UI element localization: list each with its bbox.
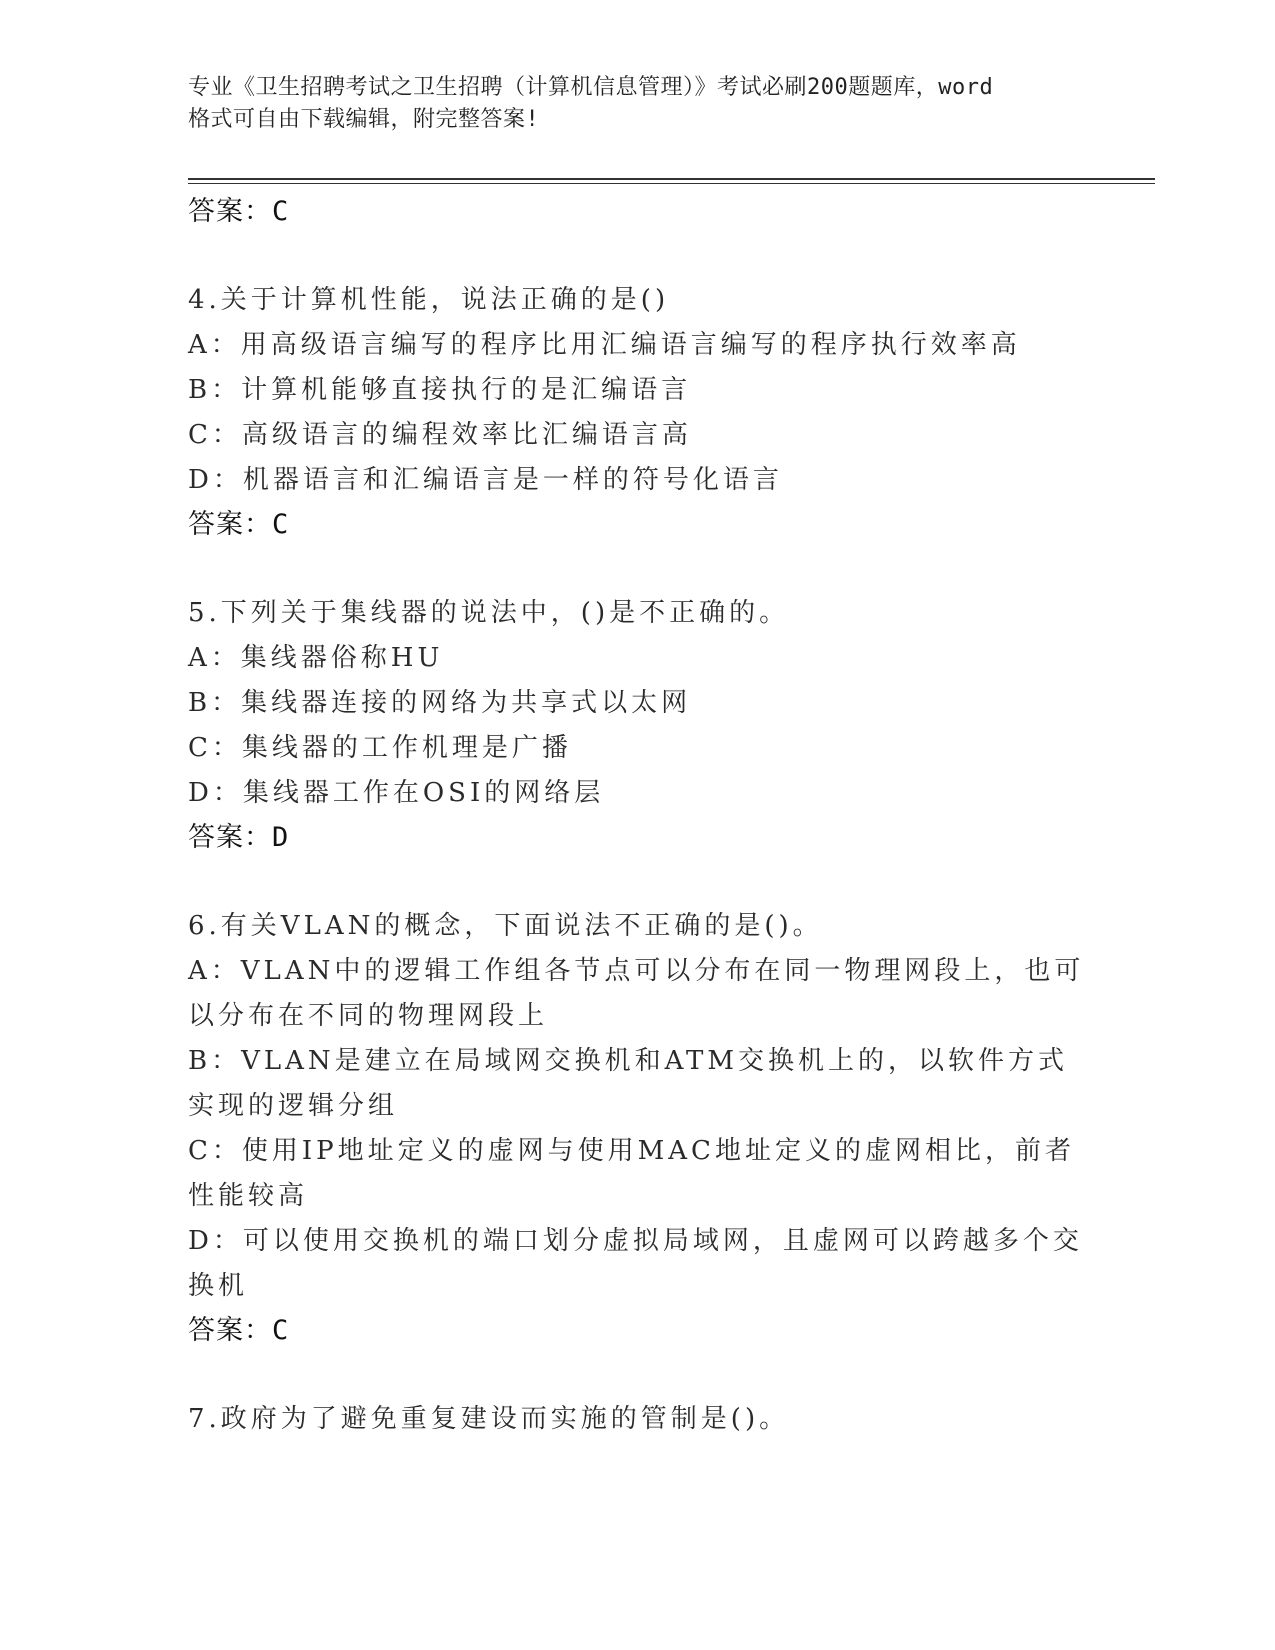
option-d: D：机器语言和汇编语言是一样的符号化语言 bbox=[188, 465, 783, 495]
question-stem: 7.政府为了避免重复建设而实施的管制是()。 bbox=[188, 1404, 790, 1434]
answer-label: 答案：C bbox=[188, 509, 290, 540]
header-line-2: 格式可自由下载编辑，附完整答案! bbox=[188, 107, 540, 132]
question-item bbox=[188, 591, 1088, 860]
question-list bbox=[188, 190, 1088, 1442]
option-a: A：VLAN中的逻辑工作组各节点可以分布在同一物理网段上，也可以分布在不同的物理网段上 bbox=[188, 956, 1085, 1031]
question-item bbox=[188, 1397, 1088, 1442]
header-line-1: 专业《卫生招聘考试之卫生招聘（计算机信息管理）》考试必刷200题题库，word bbox=[188, 75, 994, 100]
answer-label: 答案：C bbox=[188, 196, 290, 227]
question-stem: 5.下列关于集线器的说法中，()是不正确的。 bbox=[188, 598, 790, 628]
answer-label: 答案：C bbox=[188, 1315, 290, 1346]
option-b: B：集线器连接的网络为共享式以太网 bbox=[188, 688, 692, 718]
question-stem: 4.关于计算机性能，说法正确的是() bbox=[188, 285, 670, 315]
answer-label: 答案：D bbox=[188, 822, 290, 853]
option-a: A：集线器俗称HU bbox=[188, 643, 444, 673]
option-b: B：计算机能够直接执行的是汇编语言 bbox=[188, 375, 692, 405]
option-d: D：可以使用交换机的端口划分虚拟局域网，且虚网可以跨越多个交换机 bbox=[188, 1226, 1083, 1301]
option-c: C：使用IP地址定义的虚网与使用MAC地址定义的虚网相比，前者性能较高 bbox=[188, 1136, 1075, 1211]
option-c: C：集线器的工作机理是广播 bbox=[188, 733, 572, 763]
header-divider-thin bbox=[188, 183, 1155, 184]
option-b: B：VLAN是建立在局域网交换机和ATM交换机上的，以软件方式实现的逻辑分组 bbox=[188, 1046, 1068, 1121]
document-header bbox=[188, 72, 1088, 136]
question-stem: 6.有关VLAN的概念，下面说法不正确的是()。 bbox=[188, 911, 823, 941]
option-c: C：高级语言的编程效率比汇编语言高 bbox=[188, 420, 692, 450]
question-item bbox=[188, 278, 1088, 547]
option-d: D：集线器工作在OSI的网络层 bbox=[188, 778, 605, 808]
option-a: A：用高级语言编写的程序比用汇编语言编写的程序执行效率高 bbox=[188, 330, 1021, 360]
question-item bbox=[188, 904, 1088, 1353]
header-divider-thick bbox=[188, 178, 1155, 180]
